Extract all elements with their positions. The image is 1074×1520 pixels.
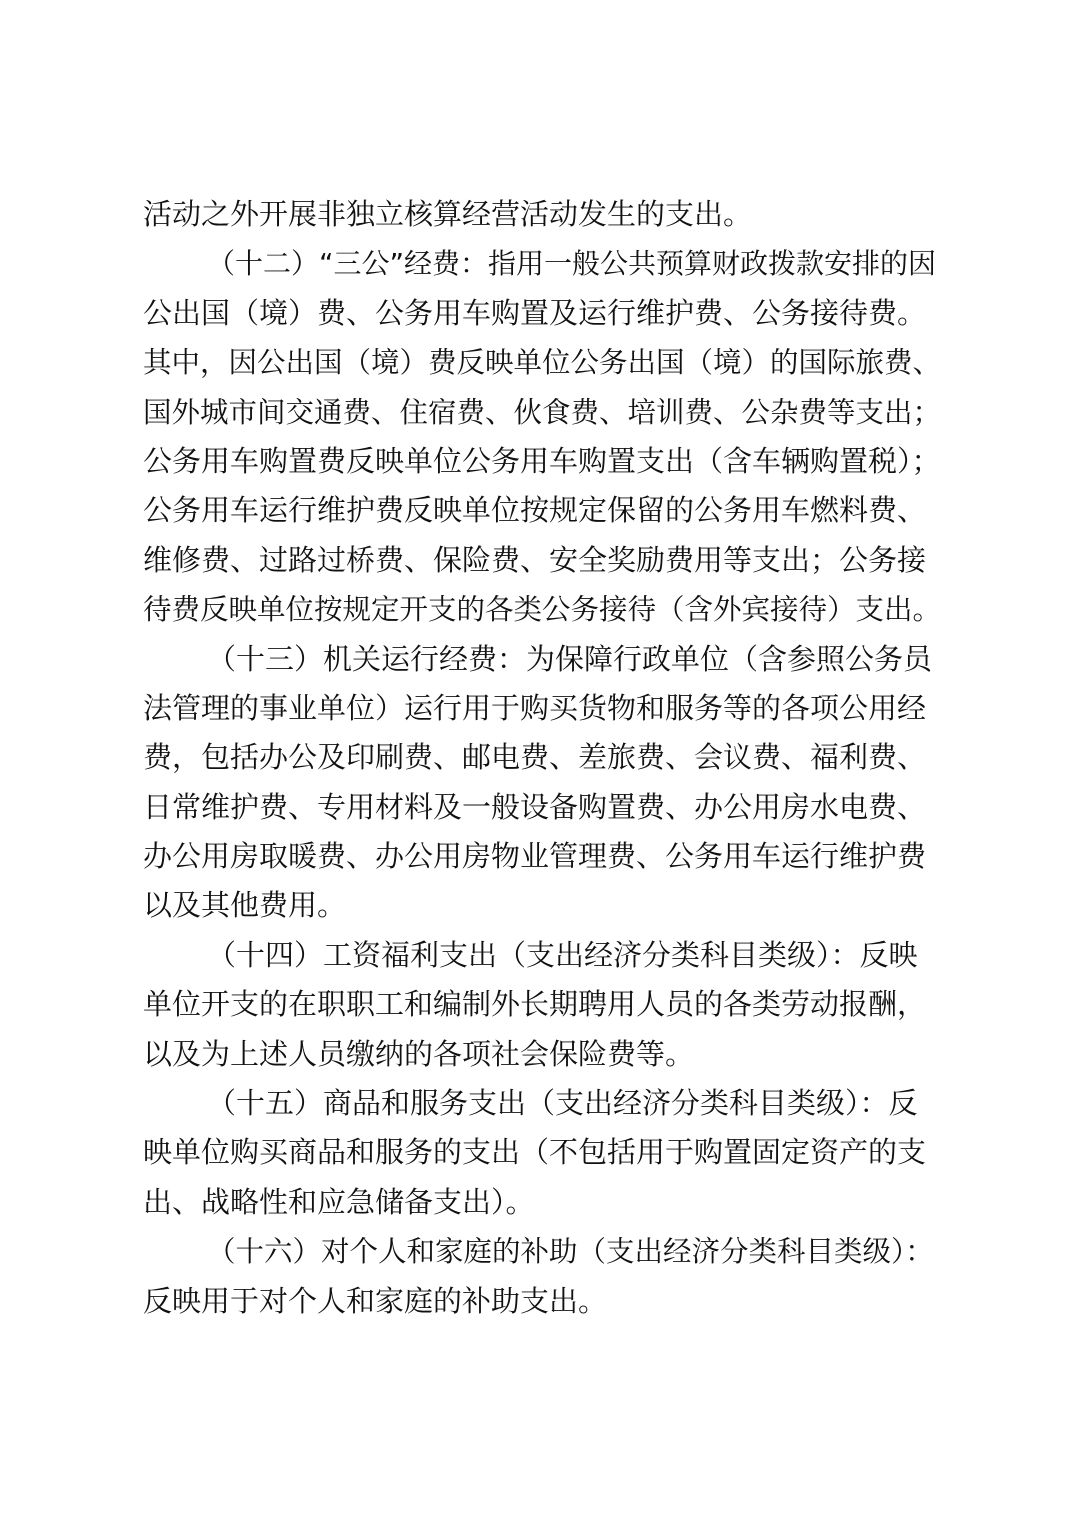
text-line: 费，包括办公及印刷费、邮电费、差旅费、会议费、福利费、 xyxy=(143,740,927,775)
text-line: 公出国（境）费、公务用车购置及运行维护费、公务接待费。 xyxy=(143,295,927,330)
text-line: 以及其他费用。 xyxy=(143,888,347,923)
text-line: 活动之外开展非独立核算经营活动发生的支出。 xyxy=(143,197,753,231)
text-line: 法管理的事业单位）运行用于购买货物和服务等的各项公用经 xyxy=(143,690,927,725)
text-line: 以及为上述人员缴纳的各项社会保险费等。 xyxy=(143,1036,695,1071)
text-line: （十四）工资福利支出（支出经济分类科目类级）：反映 xyxy=(207,937,918,972)
text-line: 公务用车运行维护费反映单位按规定保留的公务用车燃料费、 xyxy=(143,493,927,528)
body-text xyxy=(143,190,943,1326)
text-line: 办公用房取暖费、办公用房物业管理费、公务用车运行维护费 xyxy=(143,839,927,874)
text-line: 映单位购买商品和服务的支出（不包括用于购置固定资产的支 xyxy=(143,1135,927,1170)
text-line: 单位开支的在职职工和编制外长期聘用人员的各类劳动报酬， xyxy=(143,987,927,1022)
text-line: （十二）“三公”经费：指用一般公共预算财政拨款安排的因 xyxy=(207,247,937,281)
text-line: 出、战略性和应急储备支出）。 xyxy=(143,1184,535,1219)
text-line: （十五）商品和服务支出（支出经济分类科目类级）：反 xyxy=(207,1086,918,1121)
text-line: 反映用于对个人和家庭的补助支出。 xyxy=(143,1283,608,1318)
text-line: （十六）对个人和家庭的补助（支出经济分类科目类级）： xyxy=(207,1235,934,1269)
text-line: 待费反映单位按规定开支的各类公务接待（含外宾接待）支出。 xyxy=(143,593,942,627)
text-line: 公务用车购置费反映单位公务用车购置支出（含车辆购置税）； xyxy=(143,443,941,478)
text-line: 日常维护费、专用材料及一般设备购置费、办公用房水电费、 xyxy=(143,789,927,824)
text-line: 其中，因公出国（境）费反映单位公务出国（境）的国际旅费、 xyxy=(143,346,942,380)
text-line: （十三）机关运行经费：为保障行政单位（含参照公务员 xyxy=(207,641,933,676)
text-line: 维修费、过路过桥费、保险费、安全奖励费用等支出；公务接 xyxy=(143,542,927,577)
text-line: 国外城市间交通费、住宿费、伙食费、培训费、公杂费等支出； xyxy=(143,395,942,429)
